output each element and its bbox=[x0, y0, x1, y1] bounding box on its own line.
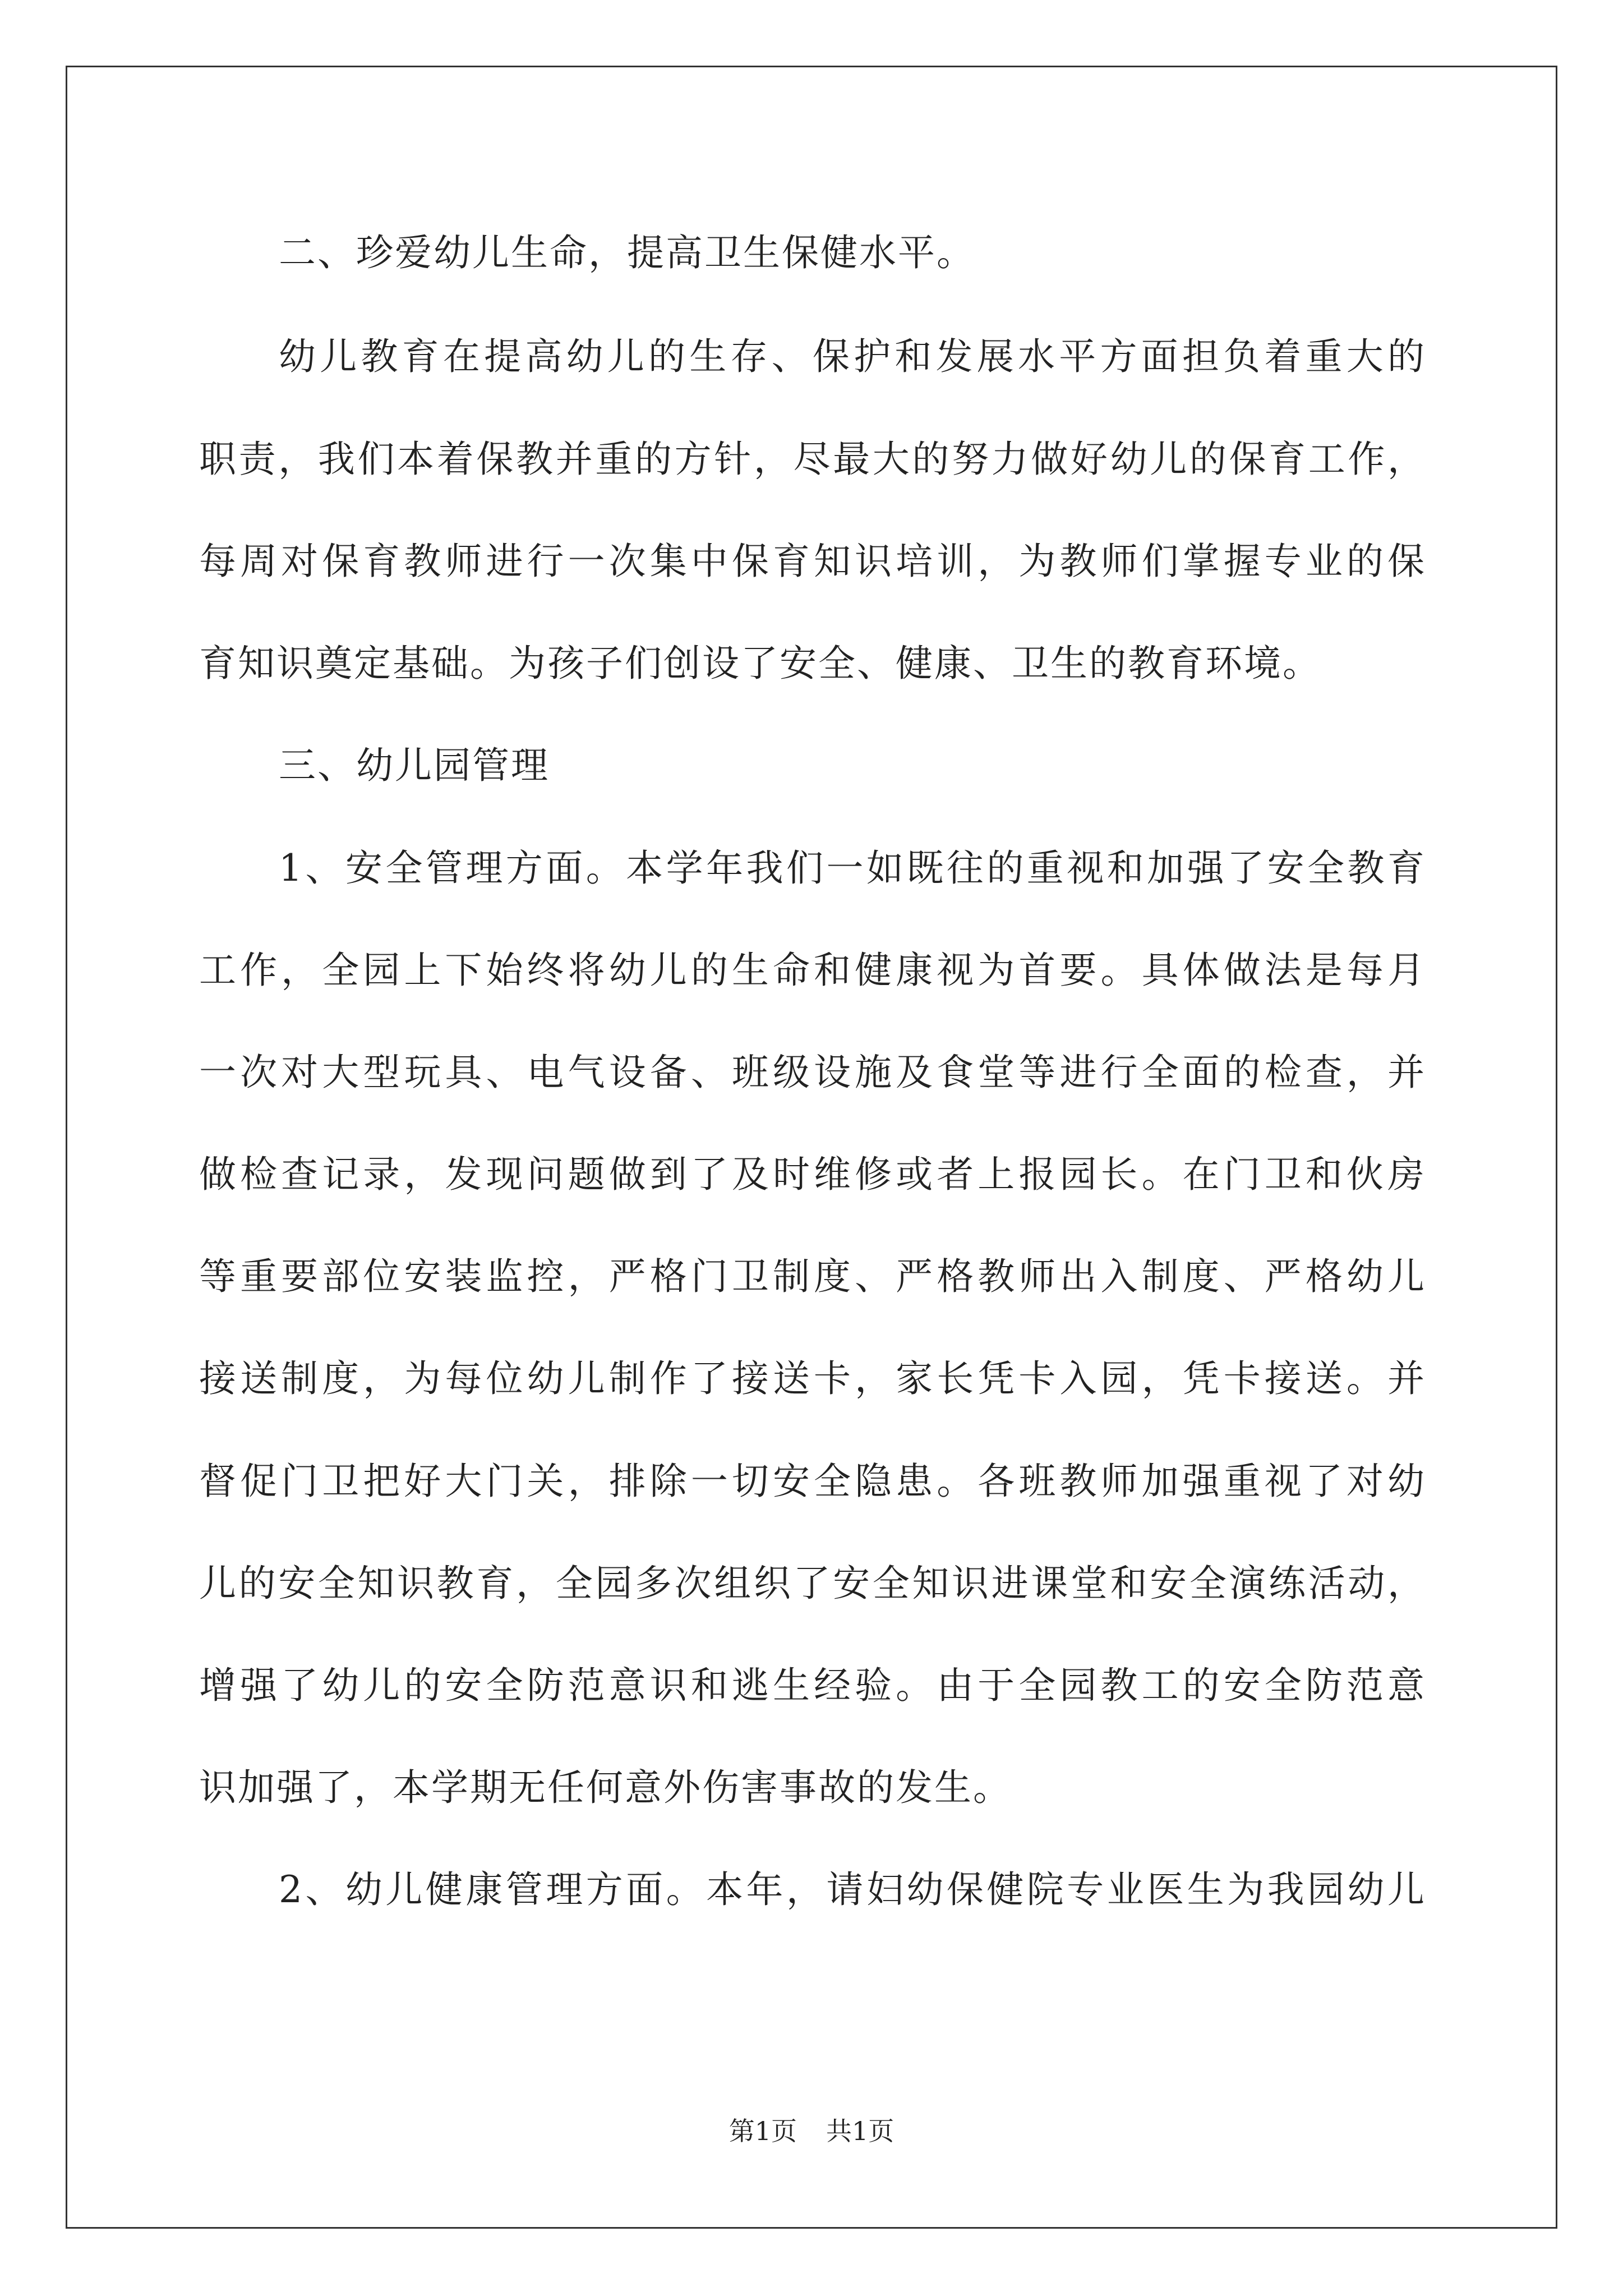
paragraph-line: 每周对保育教师进行一次集中保育知识培训，为教师们掌握专业的保 bbox=[199, 540, 1426, 583]
paragraph-line: 识加强了，本学期无任何意外伤害事故的发生。 bbox=[199, 1766, 1012, 1809]
page-total: 共1页 bbox=[826, 2116, 895, 2146]
paragraph-line: 督促门卫把好大门关，排除一切安全隐患。各班教师加强重视了对幼 bbox=[199, 1460, 1426, 1503]
paragraph-line: 1、安全管理方面。本学年我们一如既往的重视和加强了安全教育 bbox=[279, 846, 1426, 890]
page-footer bbox=[0, 2118, 1623, 2144]
section-heading: 三、幼儿园管理 bbox=[279, 744, 550, 787]
paragraph-line: 2、幼儿健康管理方面。本年，请妇幼保健院专业医生为我园幼儿 bbox=[279, 1868, 1426, 1911]
paragraph-line: 等重要部位安装监控，严格门卫制度、严格教师出入制度、严格幼儿 bbox=[199, 1255, 1426, 1298]
paragraph-line: 幼儿教育在提高幼儿的生存、保护和发展水平方面担负着重大的 bbox=[279, 335, 1426, 378]
section-heading: 二、珍爱幼儿生命，提高卫生保健水平。 bbox=[279, 231, 975, 274]
paragraph-line: 一次对大型玩具、电气设备、班级设施及食堂等进行全面的检查，并 bbox=[199, 1051, 1426, 1094]
paragraph-line: 增强了幼儿的安全防范意识和逃生经验。由于全园教工的安全防范意 bbox=[199, 1664, 1426, 1707]
paragraph-line: 儿的安全知识教育，全园多次组织了安全知识进课堂和安全演练活动， bbox=[199, 1562, 1426, 1605]
paragraph-line: 育知识奠定基础。为孩子们创设了安全、健康、卫生的教育环境。 bbox=[199, 642, 1321, 685]
page-number: 第1页 bbox=[728, 2116, 797, 2146]
paragraph-line: 接送制度，为每位幼儿制作了接送卡，家长凭卡入园，凭卡接送。并 bbox=[199, 1357, 1426, 1400]
paragraph-line: 做检查记录，发现问题做到了及时维修或者上报园长。在门卫和伙房 bbox=[199, 1153, 1426, 1196]
paragraph-line: 工作，全园上下始终将幼儿的生命和健康视为首要。具体做法是每月 bbox=[199, 949, 1426, 992]
paragraph-line: 职责，我们本着保教并重的方针，尽最大的努力做好幼儿的保育工作， bbox=[199, 438, 1426, 481]
